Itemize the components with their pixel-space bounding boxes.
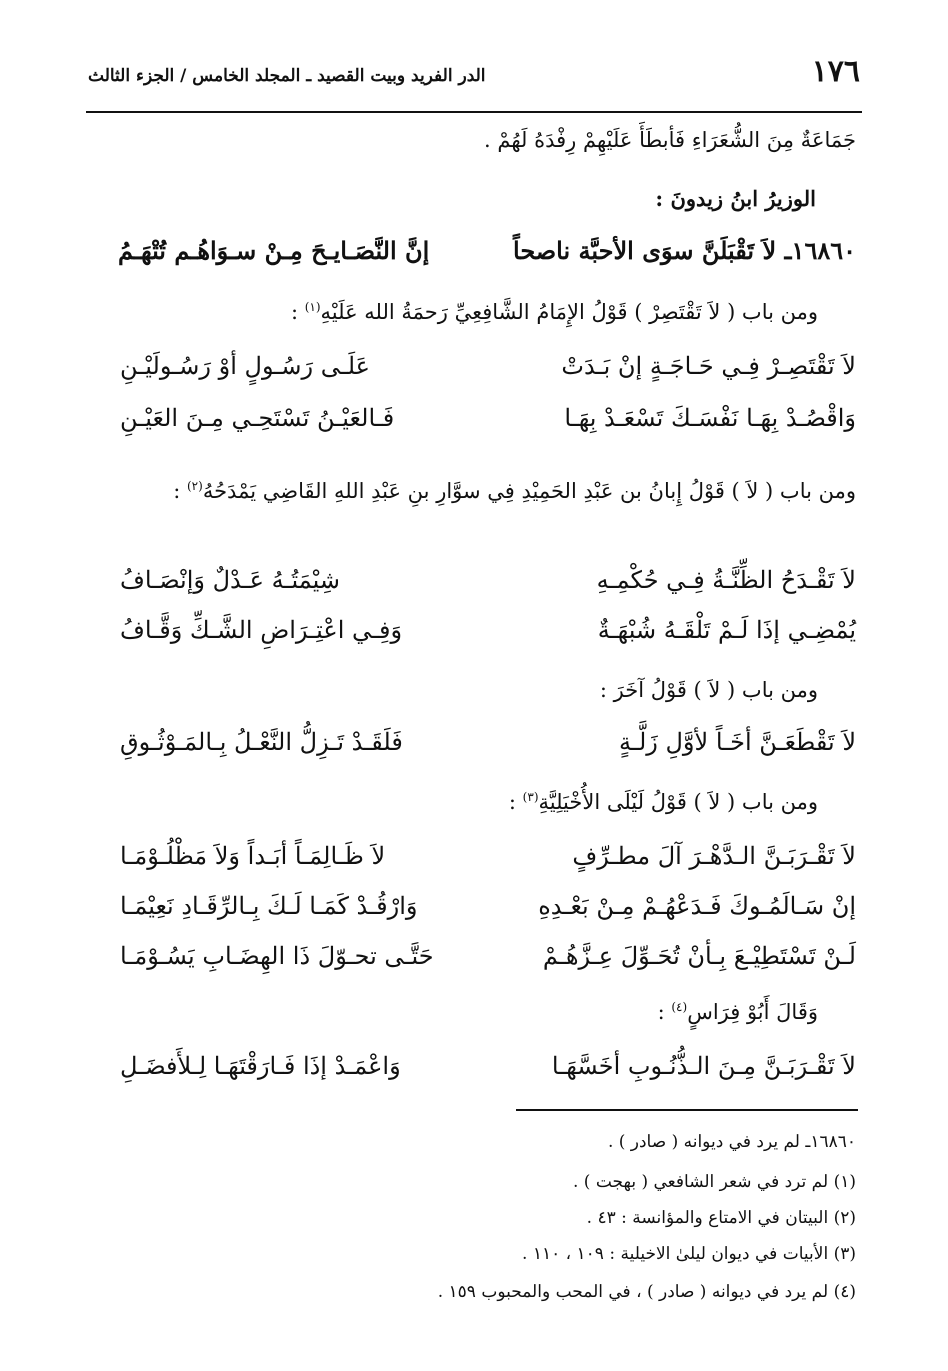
footnote-ref: (٢) <box>186 479 203 493</box>
verse-first-half: لَـنْ تَسْتَطِيْـعَ بِـأنْ تُحَـوِّلَ عِـزَّهُـمْ <box>542 942 856 970</box>
section-intro <box>509 790 818 814</box>
intro-colon: : <box>290 300 305 324</box>
verse-second-half: وَارْقُـدْ كَمَـا لَـكَ بِـالرِّقَـادِ نَعِيْمَـا <box>120 892 418 920</box>
intro-text: ومن باب ( لاَ ) قَوْلُ لَيْلَى الأُخْيَلِيَّةِ <box>538 790 818 814</box>
verse <box>100 352 856 396</box>
continuation-line: جَمَاعَةٌ مِنَ الشُّعَرَاءِ فَأبطَأَ عَلَيْهِمْ رِفْدَهُ لَهُمْ . <box>484 128 856 152</box>
poet-heading: الوزيرُ ابنُ زيدونَ : <box>655 186 816 211</box>
verse-second-half: وَفِـي اعْتِـرَاضِ الشَّـكِّ وَقَّـافُ <box>120 616 403 644</box>
section-intro <box>291 300 818 324</box>
entry-number: ١٦٨٦٠ـ <box>784 236 856 265</box>
verse-first-half: لاَ تَقْـدَحُ الظِّنَّـةُ فِـي حُكْمِـهِ <box>596 566 856 594</box>
footnote-ref: (٣) <box>522 790 539 804</box>
verse <box>100 728 856 772</box>
verse <box>100 1052 856 1096</box>
footnote-separator <box>516 1109 858 1111</box>
footnote: (٤) لم يرد في ديوانه ( صادر ) ، في المحب والمحبوب ١٥٩ . <box>437 1282 856 1302</box>
section-intro <box>658 1000 818 1024</box>
verse <box>100 942 856 986</box>
verse-second-half: لاَ ظَـالِمَـاً أبَـداً وَلاَ مَظْلُـوْمَـا <box>120 842 386 870</box>
intro-text: ومن باب ( لاَ ) قَوْلُ إِبانُ بن عَبْدِ الحَمِيْدِ فِي سوَّارِ بنِ عَبْدِ اللهِ القَاضِي يَمْدَحُهُ <box>202 479 856 503</box>
verse-first-half: لاَ تَقْـرَبَـنَّ الـدَّهْـرَ آلَ مطـرِّفٍ <box>572 842 856 870</box>
verse-first-half: لاَ تَقْـرَبَـنَّ مِـنَ الـذُّنُـوبِ أخَسَّهَـا <box>551 1052 856 1080</box>
verse-first-half: إنْ سَـالَمُـوكَ فَـدَعْهُـمْ مِـنْ بَعْـدِهِ <box>538 892 856 920</box>
footnote: (٣) الأبيات في ديوان ليلىٰ الاخيلية : ١٠٩ ، ١١٠ . <box>522 1244 856 1264</box>
footnote: (٢) البيتان في الامتاع والمؤانسة : ٤٣ . <box>586 1208 856 1228</box>
verse <box>100 842 856 886</box>
intro-colon: : <box>657 1000 672 1024</box>
intro-colon: : <box>508 790 523 814</box>
intro-text: وَقَالَ أَبُوْ فِرَاسٍ <box>687 1000 818 1024</box>
verse-first-half: يُمْضِـي إذَا لَـمْ تَلْقَـهُ شُبْهَـةٌ <box>597 616 856 644</box>
running-header: الدر الفريد وبيت القصيد ـ المجلد الخامس / الجزء الثالث <box>88 66 486 86</box>
section-intro: ومن باب ( لاَ ) قَوْلُ آخَرَ : <box>599 678 818 702</box>
verse <box>100 566 856 610</box>
footnote-ref: (١) <box>304 300 321 314</box>
section-intro <box>88 466 856 511</box>
page-number: ١٧٦ <box>811 54 860 89</box>
verse-second-half: فَلَقَـدْ تَـزِلُّ النَّعْـلُ بِـالمَـوْثُـوقِ <box>120 728 403 756</box>
verse-second-half: عَلَـى رَسُـولٍ أوْ رَسُـولَيْـنِ <box>120 352 370 380</box>
numbered-verse <box>100 236 856 280</box>
verse <box>100 892 856 936</box>
verse-first-half: لاَ تَقْطَعَـنَّ أخَـاً لأوَّلِ زَلَّـةٍ <box>619 728 856 756</box>
verse-second-half: إنَّ النَّصَـايـحَ مِـنْ سـوَاهُـم تُتْهَـمُ <box>118 236 430 265</box>
verse-first-half <box>446 236 856 265</box>
verse-first-half: وَاقْصُـدْ بِهَـا نَفْسَـكَ تَسْعَـدْ بِهَـا <box>564 404 856 432</box>
intro-colon: : <box>173 479 187 503</box>
verse-second-half: فَـالعَيْـنُ تَسْتَحِـي مِـنَ العَيْـنِ <box>120 404 395 432</box>
intro-text: ومن باب ( لاَ تَقْتَصِرْ ) قَوْلُ الإِمَامُ الشَّافِعِيِّ رَحمَةُ الله عَلَيْهِ <box>320 300 818 324</box>
verse-second-half: وَاعْمَـدْ إذَا فَـارَقْتَهَـا لِـلأَفضَـلِ <box>120 1052 401 1080</box>
footnote: ١٦٨٦٠ـ لم يرد في ديوانه ( صادر ) . <box>607 1132 856 1152</box>
verse-first-half: لاَ تَقْتَصِـرْ فِـي حَـاجَـةٍ إنْ بَـدَتْ <box>561 352 856 380</box>
footnote-ref: (٤) <box>671 1000 688 1014</box>
footnote: (١) لم ترد في شعر الشافعي ( بهجت ) . <box>573 1172 856 1192</box>
hemistich-text: لاَ تَقْبَلَنَّ سوَى الأحبَّة ناصحاً <box>513 236 777 265</box>
verse-second-half: حَتَّـى تحـوّلَ ذَا الهِضَـابِ يَسُـوْمَـا <box>120 942 434 970</box>
verse-second-half: شِيْمَتُـهُ عَـدْلٌ وَإنْصَـافُ <box>120 566 340 594</box>
verse <box>100 616 856 660</box>
header-rule <box>86 111 862 113</box>
verse <box>100 404 856 448</box>
